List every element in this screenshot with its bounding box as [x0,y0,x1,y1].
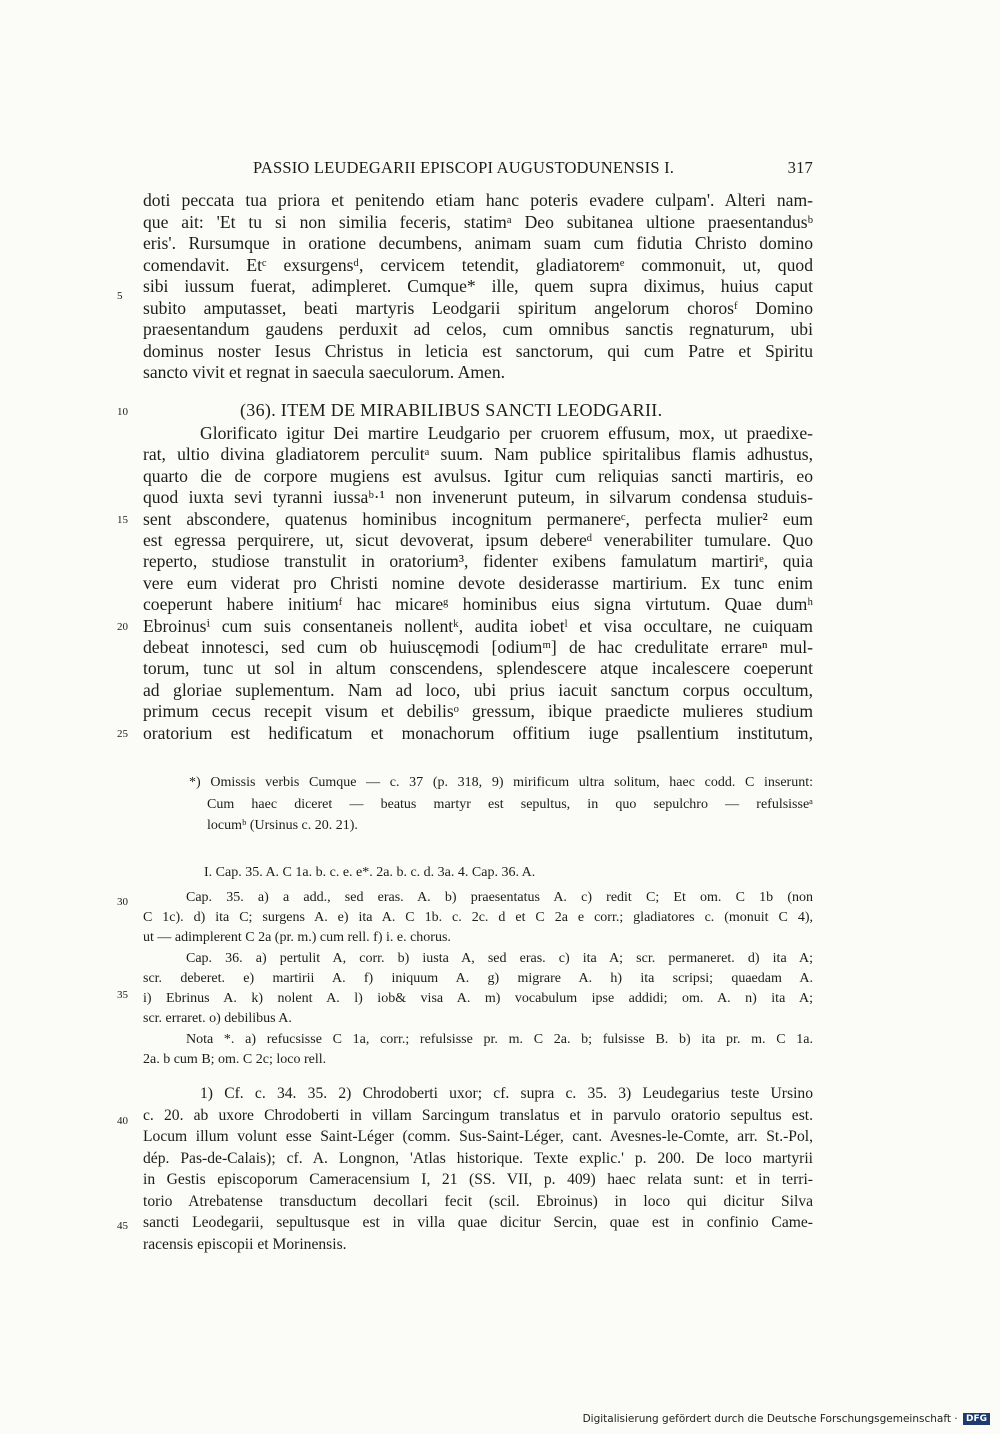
text-line: sibi iussum fuerat, adimpleret. Cumque* ille, quem supra diximus, huius caput [143,276,813,296]
line-number: 30 [117,896,128,908]
running-title: PASSIO LEUDEGARII EPISCOPI AUGUSTODUNENSIS I. [253,158,675,177]
apparatus-line: ut — adimplerent C 2a (pr. m.) cum rell. f) i. e. chorus. [143,930,451,945]
digitization-credit [583,1413,990,1425]
line-number: 40 [117,1115,128,1127]
credit-text: Digitalisierung gefördert durch die Deutsche Forschungsgemeinschaft · [582,1413,958,1425]
apparatus-line: scr. erraret. o) debilibus A. [143,1011,292,1026]
apparatus-line: 2a. b cum B; om. C 2c; loco rell. [143,1052,327,1067]
text-line: rat, ultio divina gladiatorem perculitᵃ suum. Nam publice spiritalibus flamis adhustus, [143,444,813,465]
footnote-line: c. 20. ab uxore Chrodoberti in villam Sarcingum translatus et in parvulo oratorio sepultus est. [143,1106,813,1124]
section-heading: (36). ITEM DE MIRABILIBUS SANCTI LEODGARII. [240,400,663,420]
apparatus-line: Cap. 36. a) pertulit A, corr. b) iusta A, sed eras. c) ita A; scr. permaneret. d) ita A; [186,951,813,966]
text-line: primum cecus recepit visum et debilisᵒ gressum, ibique praedicte mulieres studium [143,701,813,722]
note-line: *) Omissis verbis Cumque — c. 37 (p. 318, 9) mirificum ultra solitum, haec codd. C inserunt: [189,775,813,790]
apparatus-line: Cap. 35. a) a add., sed eras. A. b) praesentatus A. c) redit C; Et om. C 1b (non [186,890,813,905]
line-number: 20 [117,621,128,633]
note-line: locumᵇ (Ursinus c. 20. 21). [207,818,358,833]
text-line: Glorificato igitur Dei martire Leudgario per cruorem effusum, mox, ut praedixe- [200,423,813,443]
line-number: 5 [117,290,123,302]
line-number: 15 [117,514,128,526]
text-line: torum, tunc ut sol in altum conscendens, splendescere atque incalescere coeperunt [143,658,813,679]
apparatus-line: scr. deberet. e) martirii A. f) iniquum A. g) migrare A. h) ita scripsi; quaedam A. [143,971,813,986]
text-line: coeperunt habere initiumᶠ hac micareᵍ hominibus eius signa virtutum. Quae dumʰ [143,594,813,615]
line-number: 35 [117,989,128,1001]
footnote-line: racensis episcopii et Morinensis. [143,1235,347,1253]
text-line: sent abscondere, quatenus hominibus incognitum permanereᶜ, perfecta mulier² eum [143,508,813,529]
text-line: quod iuxta sevi tyranni iussaᵇ·¹ non invenerunt puteum, in silvarum condensa studuis- [143,487,813,508]
note-line: Cum haec diceret — beatus martyr est sepultus, in quo sepulchro — refulsisseᵃ [207,796,813,812]
page-number: 317 [787,158,813,177]
text-line: que ait: 'Et tu si non similia feceris, statimᵃ Deo subitanea ultione praesentandusᵇ [143,211,813,232]
text-line: comendavit. Etᶜ exsurgensᵈ, cervicem tetendit, gladiatoremᵉ commonuit, ut, quod [143,254,813,275]
footnote-line: torio Atrebatense transductum decollari fecit (scil. Ebroinus) in loco qui dicitur Silva [143,1192,813,1210]
footnote-line: sancti Leodegarii, sepultusque est in villa quae dicitur Sercin, quae est in confinio Came- [143,1214,813,1231]
footnote-line: in Gestis episcoporum Cameracensium I, 21 (SS. VII, p. 409) haec relata sunt: et in terri- [143,1171,813,1188]
text-line: praesentandum gaudens perduxit ad celos, cum omnibus sanctis regnaturum, ubi [143,319,813,339]
text-line: vere eum viderat pro Christi nomine devote desiderasse martirium. Ex tunc enim [143,572,813,593]
text-line: ad gloriae suplementum. Nam ad loco, ubi prius iacuit sanctum corpus occultum, [143,679,813,700]
line-number: 10 [117,406,128,418]
dfg-logo: DFG [963,1413,990,1425]
text-line: eris'. Rursumque in oratione decumbens, animam suam cum fidutia Christo domino [143,233,813,253]
line-number: 25 [117,728,128,740]
text-line: oratorium est hedificatum et monachorum offitium iuge psallentium institutum, [143,722,813,743]
text-line: dominus noster Iesus Christus in leticia est sanctorum, qui cum Patre et Spiritu [143,340,813,361]
text-line: sancto vivit et regnat in saecula saeculorum. Amen. [143,362,506,382]
footnote-line: dép. Pas-de-Calais); cf. A. Longnon, 'Atlas historique. Texte explic.' p. 200. De loco martyrii [143,1149,813,1167]
footnote-line: Locum illum volunt esse Saint-Léger (comm. Sus-Saint-Léger, cant. Avesnes-le-Comte, arr. St.-Pol, [143,1128,813,1145]
text-line: debeat innotesci, sed cum ob huiuscęmodi [odiumᵐ] de hac credulitate errareⁿ mul- [143,637,813,657]
apparatus-line: i) Ebrinus A. k) nolent A. l) iob& visa A. m) vocabulum ipse addidi; om. A. n) ita A; [143,991,813,1006]
apparatus-line: Nota *. a) refucsisse C 1a, corr.; refulsisse pr. m. C 2a. b; fulsisse B. b) ita pr. m. C 1a. [186,1032,813,1047]
text-line: Ebroinusⁱ cum suis consentaneis nollentᵏ, audita iobetˡ et visa occultare, ne cuiquam [143,615,813,636]
text-line: quarto die de corpore mugiens est avulsus. Igitur cum reliquias sancti martiris, eo [143,465,813,486]
footnote-line: 1) Cf. c. 34. 35. 2) Chrodoberti uxor; cf. supra c. 35. 3) Leudegarius teste Ursino [200,1085,813,1102]
text-line: subito amputasset, beati martyris Leodgarii spiritum angelorum chorosᶠ Domino [143,297,813,318]
text-line: doti peccata tua priora et penitendo etiam hanc poteris evadere culpam'. Alteri nam- [143,190,813,210]
text-line: reperto, studiose transtulit in oratorium³, fidenter exibens famulatum martiriᵉ, quia [143,551,813,572]
apparatus-line: C 1c). d) ita C; surgens A. e) ita A. C 1b. c. 2c. d et C 2a e corr.; gladiatores c. (monuit C 4), [143,910,813,925]
line-number: 45 [117,1220,128,1232]
text-line: est egressa perquirere, ut, sicut devoverat, ipsum debereᵈ venerabiliter tumulare. Quo [143,530,813,550]
apparatus-line: I. Cap. 35. A. C 1a. b. c. e. e*. 2a. b. c. d. 3a. 4. Cap. 36. A. [204,865,536,880]
